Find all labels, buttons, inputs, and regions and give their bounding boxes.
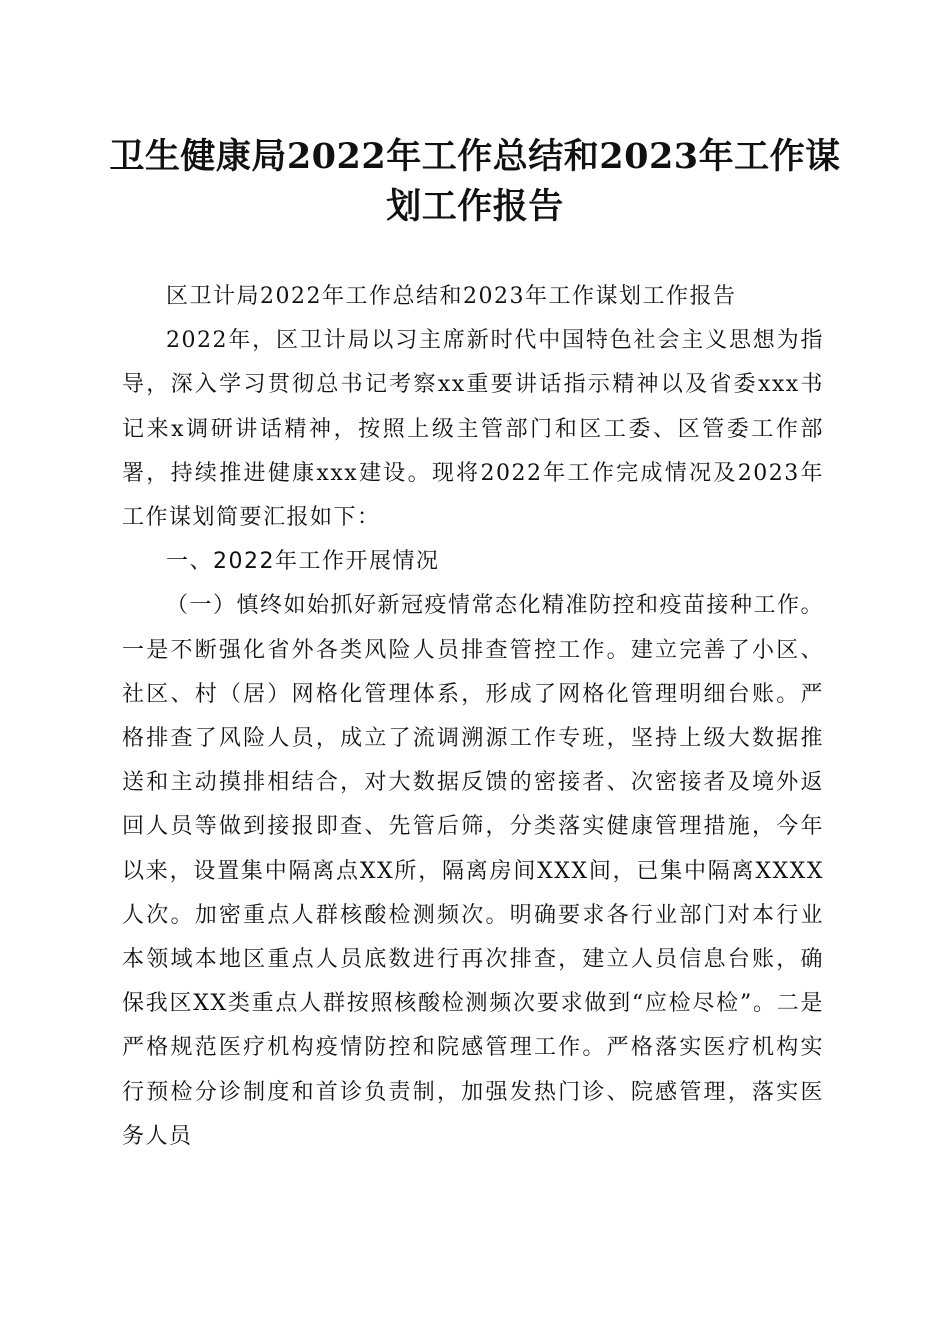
document-title: 卫生健康局2022年工作总结和2023年工作谋划工作报告 bbox=[109, 136, 841, 227]
section-heading: 一、2022年工作开展情况 bbox=[166, 549, 440, 575]
section-paragraph: （一）慎终如始抓好新冠疫情常态化精准防控和疫苗接种工作。一是不断强化省外各类风险人员排查管控工作。建立完善了小区、社区、村（居）网格化管理体系，形成了网格化管理明细台账。严格排查了风险人员，成立了流调溯源工作专班，坚持上级大数据推送和主动摸排相结合，对大数据反馈的密接者、次密接者及境外返回人员等做到接报即查、先管后筛，分类落实健康管理措施，今年以来，设置集中隔离点XX所，隔离房间XXX间，已集中隔离XXXX人次。加密重点人群核酸检测频次。明确要求各行业部门对本行业本领域本地区重点人员底数进行再次排查，建立人员信息台账，确保我区XX类重点人群按照核酸检测频次要求做到“应检尽检”。二是严格规范医疗机构疫情防控和院感管理工作。严格落实医疗机构实行预检分诊制度和首诊负责制，加强发热门诊、院感管理，落实医务人员 bbox=[122, 593, 825, 1149]
intro-paragraph: 2022年，区卫计局以习主席新时代中国特色社会主义思想为指导，深入学习贯彻总书记考察xx重要讲话指示精神以及省委xxx书记来x调研讲话精神，按照上级主管部门和区工委、区管委工作部署，持续推进健康xxx建设。现将2022年工作完成情况及2023年工作谋划简要汇报如下： bbox=[122, 328, 824, 531]
document-body bbox=[122, 275, 824, 1159]
subtitle-paragraph: 区卫计局2022年工作总结和2023年工作谋划工作报告 bbox=[166, 284, 737, 309]
